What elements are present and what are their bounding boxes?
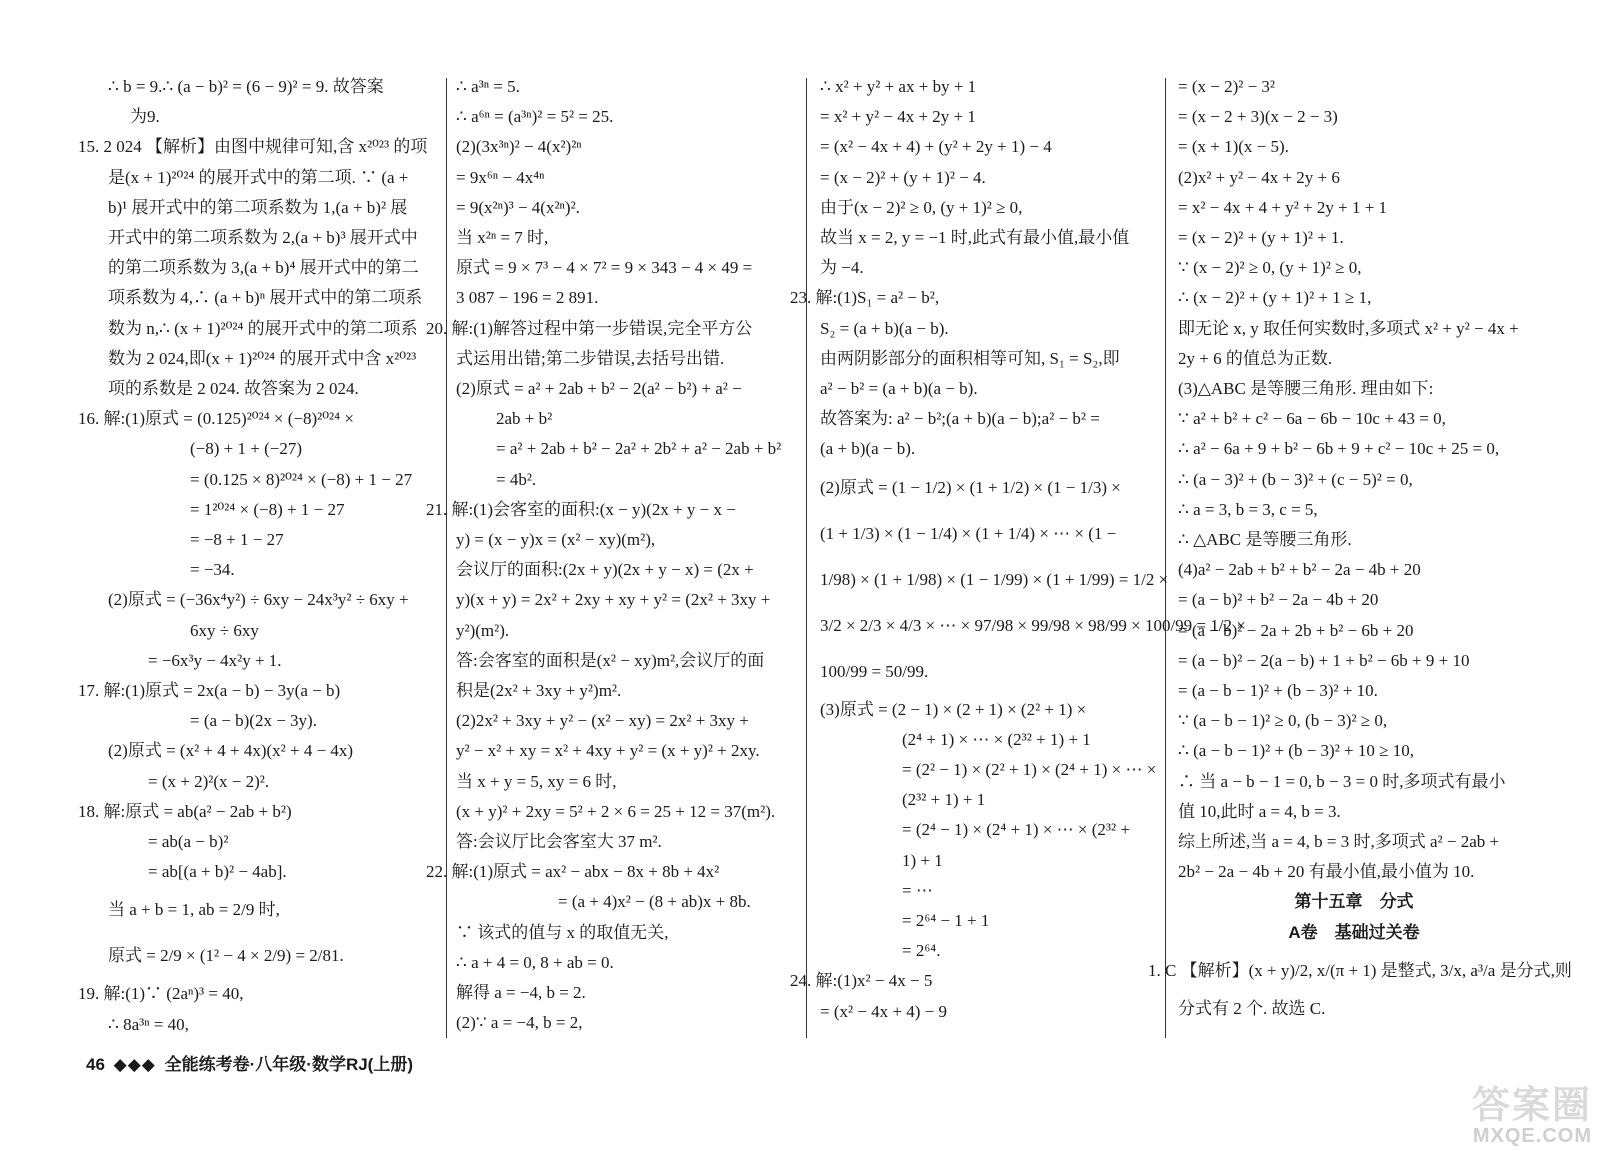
question-22-header: 22. 解:(1)原式 = ax² − abx − 8x + 8b + 4x² (426, 862, 720, 882)
text-line: = (x − 2)² + (y + 1)² + 1. (1178, 228, 1344, 248)
question-20-header: 20. 解:(1)解答过程中第一步错误,完全平方公 (426, 318, 753, 338)
text-line: = 9(x²ⁿ)³ − 4(x²ⁿ)². (456, 197, 580, 217)
text-line: 即无论 x, y 取任何实数时,多项式 x² + y² − 4x + (1178, 318, 1519, 338)
text-line: 开式中的第二项系数为 2,(a + b)³ 展开式中 (108, 228, 418, 248)
text-line: 数为 n,∴ (x + 1)²⁰²⁴ 的展开式中的第二项系 (108, 318, 418, 338)
question-24-header: 24. 解:(1)x² − 4x − 5 (790, 971, 933, 991)
text-line: = ab(a − b)² (148, 832, 229, 852)
watermark (1402, 1085, 1592, 1145)
text-line: = 9x⁶ⁿ − 4x⁴ⁿ (456, 167, 545, 187)
text-line: (2)原式 = (1 − 1/2) × (1 + 1/2) × (1 − 1/3) × (820, 477, 1121, 497)
text-line: ∴ x² + y² + ax + by + 1 (820, 77, 977, 96)
text-line: = −34. (190, 560, 235, 580)
text-line: ∴ 当 a − b − 1 = 0, b − 3 = 0 时,多项式有最小 (1178, 771, 1506, 791)
column-divider (1165, 78, 1166, 1038)
text-line: 当 x + y = 5, xy = 6 时, (456, 771, 617, 791)
text-line: 1) + 1 (902, 850, 943, 870)
answer-column-4 (1148, 72, 1572, 1072)
text-line: 数为 2 024,即(x + 1)²⁰²⁴ 的展开式中含 x²⁰²³ (108, 348, 417, 368)
text-line: y)(x + y) = 2x² + 2xy + xy + y² = (2x² + 3xy + (456, 590, 771, 610)
text-line: = (2⁴ − 1) × (2⁴ + 1) × ⋯ × (2³² + (902, 820, 1130, 840)
text-line: ∴ a² − 6a + 9 + b² − 6b + 9 + c² − 10c + 25 = 0, (1178, 439, 1500, 459)
text-line: 综上所述,当 a = 4, b = 3 时,多项式 a² − 2ab + (1178, 832, 1500, 852)
text-line: (−8) + 1 + (−27) (190, 439, 302, 459)
text-line: ∴ a³ⁿ = 5. (456, 77, 520, 96)
text-line: = 4b². (496, 469, 537, 489)
text-line: ∴ (x − 2)² + (y + 1)² + 1 ≥ 1, (1178, 288, 1372, 308)
text-line: 解得 a = −4, b = 2. (456, 983, 586, 1003)
text-line: (3)原式 = (2 − 1) × (2 + 1) × (2² + 1) × (820, 699, 1087, 719)
text-line: 项的系数是 2 024. 故答案为 2 024. (108, 379, 359, 399)
question-17-header: 17. 解:(1)原式 = 2x(a − b) − 3y(a − b) (78, 681, 341, 701)
text-line: (a + b)(a − b). (820, 439, 916, 459)
text-line: (2³² + 1) + 1 (902, 790, 986, 810)
text-line: y²)(m²). (456, 620, 510, 640)
text-line: 会议厅的面积:(2x + y)(2x + y − x) = (2x + (456, 560, 754, 580)
text-line: ∴ (a − 3)² + (b − 3)² + (c − 5)² = 0, (1178, 469, 1413, 489)
text-line: = 2⁶⁴. (902, 941, 941, 961)
text-line: ∴ (a − b − 1)² + (b − 3)² + 10 ≥ 10, (1178, 741, 1414, 761)
text-line: (2⁴ + 1) × ⋯ × (2³² + 1) + 1 (902, 729, 1091, 749)
text-line: ∴ a⁶ⁿ = (a³ⁿ)² = 5² = 25. (456, 107, 614, 127)
text-line: = x² + y² − 4x + 2y + 1 (820, 107, 976, 127)
text-line: b)¹ 展开式中的第二项系数为 1,(a + b)² 展 (108, 197, 408, 217)
text-line: 项系数为 4,∴ (a + b)ⁿ 展开式中的第二项系 (108, 288, 423, 308)
text-line: 分式有 2 个. 故选 C. (1178, 998, 1326, 1018)
chapter-title: 第十五章 分式 (1294, 892, 1414, 912)
question-18-header: 18. 解:原式 = ab(a² − 2ab + b²) (78, 801, 292, 821)
text-line: ∴ b = 9.∴ (a − b)² = (6 − 9)² = 9. 故答案 (108, 77, 384, 96)
question-19-header: 19. 解:(1)∵ (2aⁿ)³ = 40, (78, 984, 244, 1004)
text-line: ∴ △ABC 是等腰三角形. (1178, 530, 1352, 550)
text-line: = (a − b − 1)² + (b − 3)² + 10. (1178, 681, 1378, 701)
text-line: = ⋯ (902, 880, 933, 900)
text-line: ∵ (a − b − 1)² ≥ 0, (b − 3)² ≥ 0, (1178, 711, 1388, 731)
text-line: 为 −4. (820, 258, 864, 278)
text-line: 为9. (130, 107, 160, 127)
text-line: 式运用出错;第二步错误,去括号出错. (456, 348, 725, 368)
text-line: 答:会客室的面积是(x² − xy)m²,会议厅的面 (456, 650, 765, 670)
text-line: = (a + 4)x² − (8 + ab)x + 8b. (558, 892, 751, 912)
text-line: 2b² − 2a − 4b + 20 有最小值,最小值为 10. (1178, 862, 1475, 882)
diamond-icon: ◆◆◆ (113, 1055, 156, 1074)
text-line: a² − b² = (a + b)(a − b). (820, 379, 978, 399)
page-footer (86, 1050, 413, 1075)
text-line: 值 10,此时 a = 4, b = 3. (1178, 801, 1341, 821)
text-line: y) = (x − y)x = (x² − xy)(m²), (456, 530, 656, 550)
text-line: ∵ a² + b² + c² − 6a − 6b − 10c + 43 = 0, (1178, 409, 1446, 429)
question-21-header: 21. 解:(1)会客室的面积:(x − y)(2x + y − x − (426, 499, 736, 519)
text-line: (2)∵ a = −4, b = 2, (456, 1013, 583, 1033)
text-line: 是(x + 1)²⁰²⁴ 的展开式中的第二项. ∵ (a + (108, 167, 409, 187)
text-line: = (x² − 4x + 4) + (y² + 2y + 1) − 4 (820, 137, 1052, 157)
text-line: (2)原式 = a² + 2ab + b² − 2(a² − b²) + a² − (456, 379, 742, 399)
text-line: 答:会议厅比会客室大 37 m². (456, 832, 662, 852)
text-line: (3)△ABC 是等腰三角形. 理由如下: (1178, 379, 1434, 399)
text-line: 的第二项系数为 3,(a + b)⁴ 展开式中的第二 (108, 258, 419, 278)
text-line: = (a − b)² + b² − 2a − 4b + 20 (1178, 590, 1379, 610)
text-line: (2)原式 = (−36x⁴y²) ÷ 6xy − 24x³y² ÷ 6xy + (108, 590, 409, 610)
text-line: 由两阴影部分的面积相等可知, S₁ = S₂,即 (820, 348, 1120, 368)
watermark-text: 答案圈 (1471, 1083, 1592, 1127)
text-line: (4)a² − 2ab + b² + b² − 2a − 4b + 20 (1178, 560, 1421, 580)
text-line: (2)x² + y² − 4x + 2y + 6 (1178, 167, 1340, 187)
text-line: ∴ 8a³ⁿ = 40, (108, 1014, 189, 1034)
text-line: 2y + 6 的值总为正数. (1178, 348, 1333, 368)
text-line: (2)2x² + 3xy + y² − (x² − xy) = 2x² + 3xy + (456, 711, 749, 731)
text-line: ∵ 该式的值与 x 的取值无关, (456, 922, 669, 942)
text-line: S₂ = (a + b)(a − b). (820, 318, 949, 338)
text-line: = (x + 2)²(x − 2)². (148, 771, 270, 791)
text-line: 1/98) × (1 + 1/98) × (1 − 1/99) × (1 + 1/99) = 1/2 × (820, 569, 1169, 589)
text-line: (x + y)² + 2xy = 5² + 2 × 6 = 25 + 12 = 37(m²). (456, 801, 776, 821)
text-line: = (x − 2)² + (y + 1)² − 4. (820, 167, 986, 187)
text-line: 6xy ÷ 6xy (190, 620, 259, 640)
text-line: = −8 + 1 − 27 (190, 530, 284, 550)
text-line: 3/2 × 2/3 × 4/3 × ⋯ × 97/98 × 99/98 × 98/99 × 100/99 = 1/2 × (820, 615, 1246, 635)
watermark-url: MXQE.COM (1472, 1125, 1592, 1147)
question-16-header: 16. 解:(1)原式 = (0.125)²⁰²⁴ × (−8)²⁰²⁴ × (78, 409, 354, 429)
text-line: = 1²⁰²⁴ × (−8) + 1 − 27 (190, 499, 345, 519)
text-line: = (x + 1)(x − 5). (1178, 137, 1289, 157)
text-line: 3 087 − 196 = 2 891. (456, 288, 599, 308)
text-line: = (x − 2)² − 3² (1178, 77, 1276, 96)
text-line: = a² + 2ab + b² − 2a² + 2b² + a² − 2ab + b² (496, 439, 782, 459)
question-15-header: 15. 2 024 【解析】由图中规律可知,含 x²⁰²³ 的项 (78, 137, 428, 157)
answer-column-2 (426, 72, 791, 1072)
text-line: (2)(3x³ⁿ)² − 4(x²)²ⁿ (456, 137, 582, 157)
text-line: = (0.125 × 8)²⁰²⁴ × (−8) + 1 − 27 (190, 469, 413, 489)
text-line: = −6x³y − 4x²y + 1. (148, 650, 282, 670)
text-line: 故当 x = 2, y = −1 时,此式有最小值,最小值 (820, 228, 1130, 248)
text-line: 故答案为: a² − b²;(a + b)(a − b);a² − b² = (820, 409, 1100, 429)
text-line: = ab[(a + b)² − 4ab]. (148, 862, 287, 882)
text-line: = (a − b)² − 2(a − b) + 1 + b² − 6b + 9 + 10 (1178, 650, 1470, 670)
text-line: = (x² − 4x + 4) − 9 (820, 1001, 948, 1021)
text-line: = (a − b)² − 2a + 2b + b² − 6b + 20 (1178, 620, 1414, 640)
text-line: (2)原式 = (x² + 4 + 4x)(x² + 4 − 4x) (108, 741, 354, 761)
section-title: A卷 基础过关卷 (1288, 922, 1420, 942)
text-line: = (2² − 1) × (2² + 1) × (2⁴ + 1) × ⋯ × (902, 760, 1157, 780)
text-line: = x² − 4x + 4 + y² + 2y + 1 + 1 (1178, 197, 1388, 217)
text-line: 当 a + b = 1, ab = 2/9 时, (108, 900, 280, 920)
text-line: = (x − 2 + 3)(x − 2 − 3) (1178, 107, 1338, 127)
text-line: 原式 = 9 × 7³ − 4 × 7² = 9 × 343 − 4 × 49 = (456, 258, 753, 278)
text-line: y² − x² + xy = x² + 4xy + y² = (x + y)² + 2xy. (456, 741, 760, 761)
text-line: (1 + 1/3) × (1 − 1/4) × (1 + 1/4) × ⋯ × (1 − (820, 523, 1117, 543)
text-line: ∴ a + 4 = 0, 8 + ab = 0. (456, 952, 614, 972)
question-23-header: 23. 解:(1)S₁ = a² − b², (790, 288, 940, 308)
text-line: ∵ (x − 2)² ≥ 0, (y + 1)² ≥ 0, (1178, 258, 1362, 278)
text-line: 2ab + b² (496, 409, 553, 429)
book-title: 全能练考卷·八年级·数学RJ(上册) (164, 1055, 414, 1074)
text-line: = (a − b)(2x − 3y). (190, 711, 317, 731)
text-line: 由于(x − 2)² ≥ 0, (y + 1)² ≥ 0, (820, 197, 1023, 217)
text-line: ∴ a = 3, b = 3, c = 5, (1178, 499, 1318, 519)
text-line: 积是(2x² + 3xy + y²)m². (456, 681, 622, 701)
column-divider (806, 78, 807, 1038)
page-number: 46 (86, 1055, 105, 1074)
text-line: 100/99 = 50/99. (820, 661, 929, 681)
text-line: 当 x²ⁿ = 7 时, (456, 228, 549, 248)
text-line: 原式 = 2/9 × (1² − 4 × 2/9) = 2/81. (108, 946, 344, 966)
column-divider (446, 78, 447, 1038)
text-line: = 2⁶⁴ − 1 + 1 (902, 911, 990, 931)
question-1-header: 1. C 【解析】(x + y)/2, x/(π + 1) 是整式, 3/x, a³/a 是分式,则 (1148, 960, 1572, 980)
